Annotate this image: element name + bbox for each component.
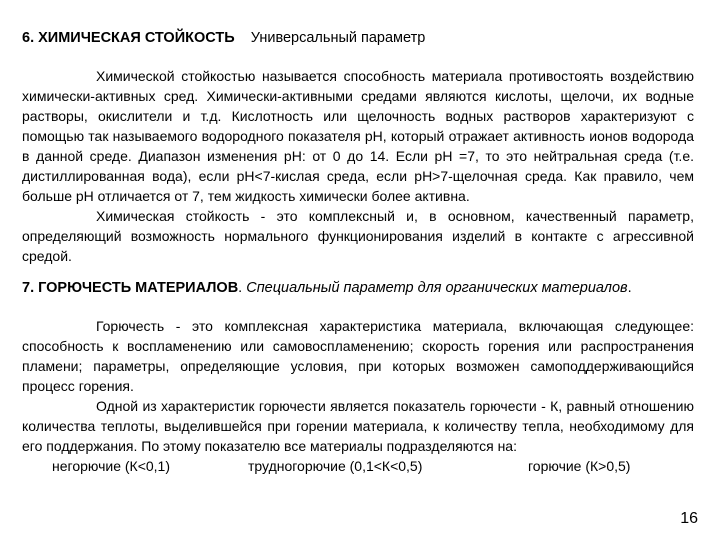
section-7-paragraph: Горючесть - это комплексная характеристика материала, включающая следующее: способность к воспламенению или самовоспламенению; скорость горения или распространения пламени; параметры, определяющие условия, при которых возможен самоподдерживающийся процесс горения. — [22, 318, 694, 394]
section-6-heading — [22, 28, 694, 48]
section-7-heading — [22, 278, 694, 298]
section-7-separator: . — [238, 280, 247, 296]
section-7-end-mark: . — [627, 280, 632, 296]
section-6-paragraph: Химическая стойкость - это комплексный и, в основном, качественный параметр, определяющий возможность нормального функционирования изделий в контакте с агрессивной средой. — [22, 208, 694, 264]
section-7-paragraph: Одной из характеристик горючести является показатель горючести - К, равный отношению количества теплоты, выделившейся при горении материала, к количеству тепла, необходимому для его поддержания. По этому показателю все материалы подразделяются на: — [22, 398, 694, 454]
section-6-paragraph: Химической стойкостью называется способность материала противостоять воздействию химически-активных сред. Химически-активными средами являются кислоты, щелочи, их водные растворы, окислители и т.д. Кислотность или щелочность водных растворов характеризуют с помощью так называемого водородного показателя рН, который отражает активность ионов водорода в данной среде. Диапазон изменения рН: от 0 до 14. Если рН =7, то это нейтральная среда (т.е. дистиллированная вода), если рН<7-кислая среда, если рН>7-щелочная среда. Как правило, чем больше рН отличается от 7, тем жидкость химически более активна. — [22, 68, 694, 204]
section-7-subtitle: Специальный параметр для органических материалов — [246, 280, 628, 296]
class-nonflammable: негорючие (К<0,1) — [52, 458, 170, 474]
section-6-subtitle: Универсальный параметр — [250, 30, 426, 46]
class-slow-burning: трудногорючие (0,1<К<0,5) — [248, 458, 423, 474]
page-number: 16 — [680, 510, 698, 527]
flammability-classes — [22, 456, 694, 476]
section-6-title: 6. ХИМИЧЕСКАЯ СТОЙКОСТЬ — [22, 30, 235, 46]
class-flammable: горючие (К>0,5) — [528, 458, 631, 474]
section-7-title: 7. ГОРЮЧЕСТЬ МАТЕРИАЛОВ — [22, 280, 239, 296]
